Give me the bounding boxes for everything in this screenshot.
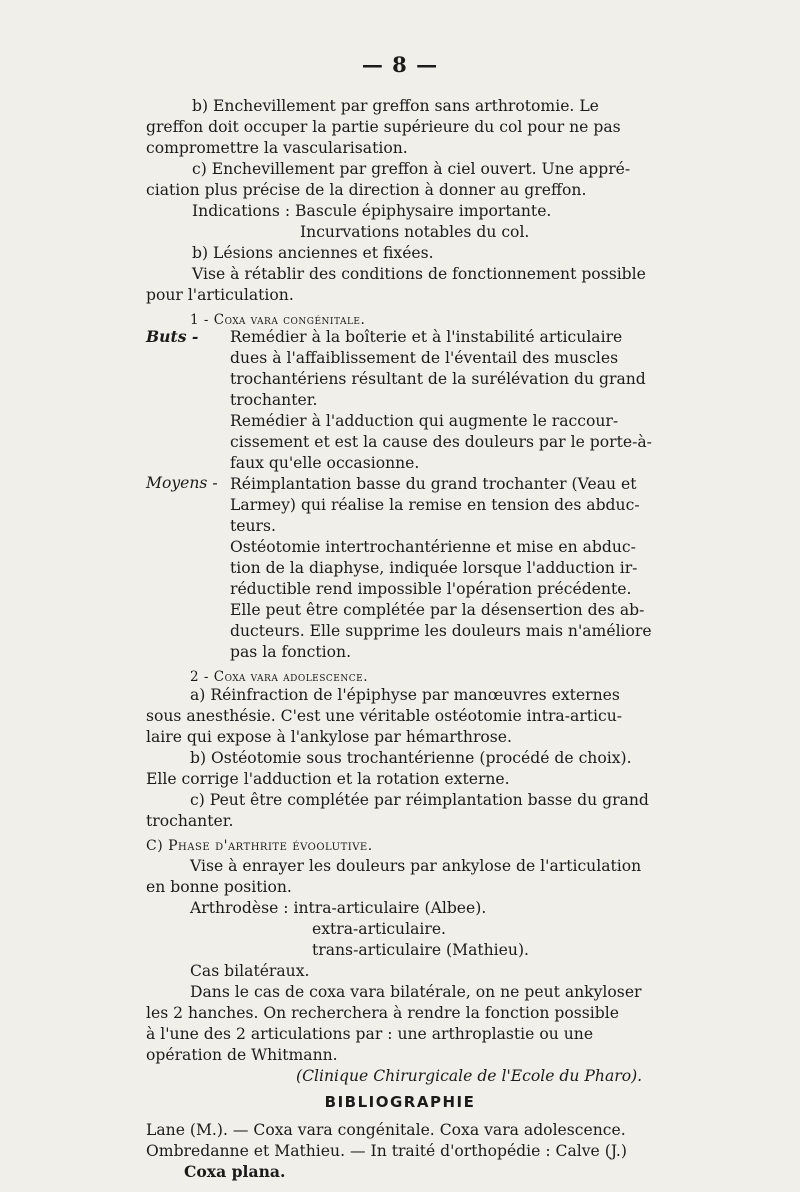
- text-line: Elle corrige l'adduction et la rotation externe.: [146, 770, 510, 788]
- text-line: Elle peut être complétée par la désensertion des ab-: [230, 601, 645, 619]
- bibliography-title: BIBLIOGRAPHIE: [324, 1093, 476, 1111]
- text-line: teurs.: [230, 517, 276, 535]
- text-line: Cas bilatéraux.: [190, 962, 310, 980]
- text-line: Arthrodèse : intra-articulaire (Albee).: [190, 899, 487, 917]
- text-line: trans-articulaire (Mathieu).: [312, 941, 529, 959]
- text-line: trochanter.: [146, 812, 234, 830]
- text-line: Ostéotomie intertrochantérienne et mise en abduc-: [230, 538, 636, 556]
- text-line: Remédier à l'adduction qui augmente le raccour-: [230, 412, 619, 430]
- text-line: Vise à enrayer les douleurs par ankylose de l'articulation: [190, 857, 642, 875]
- text-line: opération de Whitmann.: [146, 1046, 338, 1064]
- bibliography-entry: Coxa plana.: [184, 1162, 286, 1181]
- section-heading: 2 - Coxa vara adolescence.: [190, 669, 368, 685]
- label-buts: Buts -: [146, 327, 199, 346]
- text-line: Réimplantation basse du grand trochanter (Veau et: [230, 475, 637, 493]
- text-line: Larmey) qui réalise la remise en tension des abduc-: [230, 496, 640, 514]
- text-line: trochantériens résultant de la surélévation du grand: [230, 370, 646, 388]
- text-line: sous anesthésie. C'est une véritable ostéotomie intra-articu-: [146, 707, 623, 725]
- section-heading: 1 - Coxa vara congénitale.: [190, 312, 366, 328]
- text-line: laire qui expose à l'ankylose par hémarthrose.: [146, 728, 512, 746]
- bibliography-entry: Lane (M.). — Coxa vara congénitale. Coxa vara adolescence.: [146, 1121, 626, 1139]
- text-line: dues à l'affaiblissement de l'éventail des muscles: [230, 349, 619, 367]
- text-line: faux qu'elle occasionne.: [230, 454, 420, 472]
- text-line: en bonne position.: [146, 878, 292, 896]
- text-line: extra-articulaire.: [312, 920, 447, 938]
- text-line: tion de la diaphyse, indiquée lorsque l'adduction ir-: [230, 559, 638, 577]
- text-line: Dans le cas de coxa vara bilatérale, on ne peut ankyloser: [190, 983, 642, 1001]
- text-line: trochanter.: [230, 391, 318, 409]
- text-line: réductible rend impossible l'opération précédente.: [230, 580, 632, 598]
- text-line: les 2 hanches. On recherchera à rendre la fonction possible: [146, 1004, 619, 1022]
- text-line: b) Lésions anciennes et fixées.: [192, 244, 434, 262]
- label-moyens: Moyens -: [146, 474, 218, 492]
- text-line: c) Enchevillement par greffon à ciel ouvert. Une appré-: [192, 160, 631, 178]
- text-line: ducteurs. Elle supprime les douleurs mais n'améliore: [230, 622, 652, 640]
- bibliography-entry: Ombredanne et Mathieu. — In traité d'orthopédie : Calve (J.): [146, 1142, 627, 1160]
- page-number: — 8 —: [361, 52, 439, 77]
- text-line: Vise à rétablir des conditions de fonctionnement possible: [192, 265, 646, 283]
- text-line: a) Réinfraction de l'épiphyse par manœuvres externes: [190, 686, 620, 704]
- text-line: c) Peut être complétée par réimplantation basse du grand: [190, 791, 649, 809]
- text-line: Remédier à la boîterie et à l'instabilité articulaire: [230, 328, 623, 346]
- citation: (Clinique Chirurgicale de l'Ecole du Pharo).: [296, 1067, 643, 1085]
- text-line: pas la fonction.: [230, 643, 352, 661]
- text-line: à l'une des 2 articulations par : une arthroplastie ou une: [146, 1025, 594, 1043]
- text-line: ciation plus précise de la direction à donner au greffon.: [146, 181, 587, 199]
- text-line: Indications : Bascule épiphysaire importante.: [192, 202, 552, 220]
- text-line: cissement et est la cause des douleurs par le porte-à-: [230, 433, 652, 451]
- section-heading: C) Phase d'arthrite évoolutive.: [146, 838, 373, 854]
- text-line: b) Enchevillement par greffon sans arthrotomie. Le: [192, 97, 599, 115]
- text-line: b) Ostéotomie sous trochantérienne (procédé de choix).: [190, 749, 632, 767]
- text-line: greffon doit occuper la partie supérieure du col pour ne pas: [146, 118, 621, 136]
- text-line: Incurvations notables du col.: [300, 223, 530, 241]
- text-line: compromettre la vascularisation.: [146, 139, 408, 157]
- text-line: pour l'articulation.: [146, 286, 294, 304]
